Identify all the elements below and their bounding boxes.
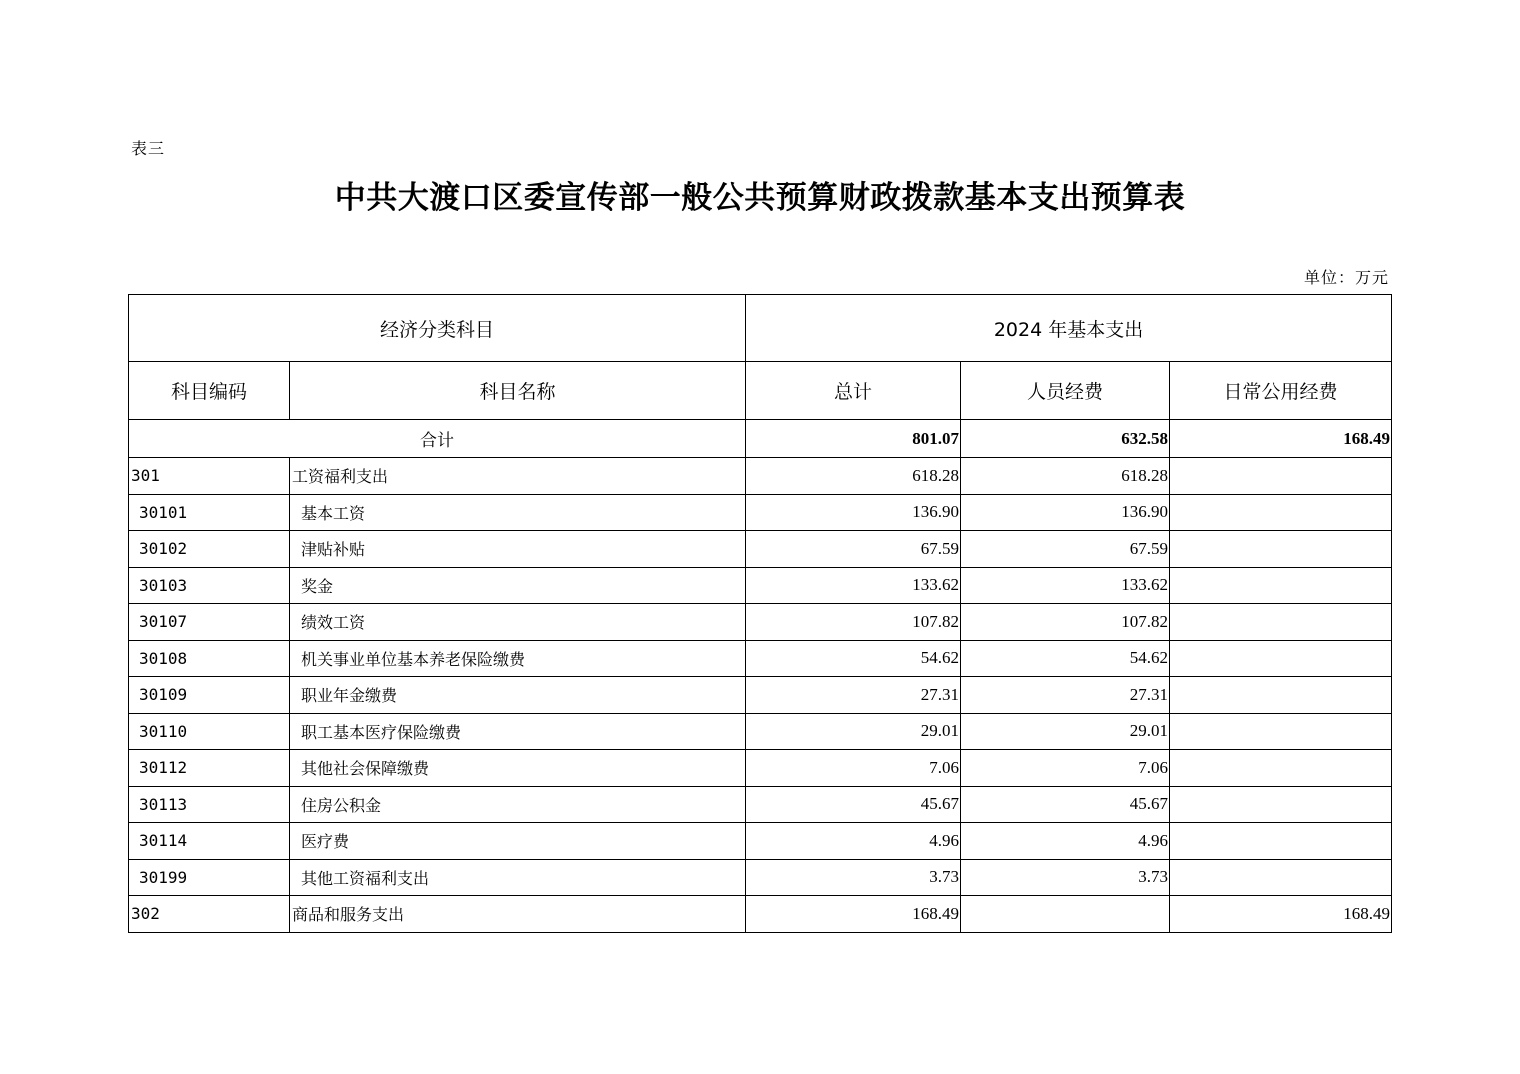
row-code: 30107	[129, 604, 290, 641]
row-public-value	[1170, 531, 1392, 568]
table-row	[129, 604, 1392, 641]
row-total-value: 107.82	[746, 604, 961, 641]
row-name: 职工基本医疗保险缴费	[290, 713, 746, 750]
row-name: 奖金	[290, 567, 746, 604]
row-personnel-value: 3.73	[961, 859, 1170, 896]
header-classification: 经济分类科目	[129, 295, 746, 362]
row-public-value	[1170, 823, 1392, 860]
row-name: 职业年金缴费	[290, 677, 746, 714]
row-total-value: 45.67	[746, 786, 961, 823]
header-public: 日常公用经费	[1170, 362, 1392, 420]
row-total-value: 67.59	[746, 531, 961, 568]
table-row	[129, 786, 1392, 823]
row-total-value: 618.28	[746, 458, 961, 495]
row-personnel-value: 54.62	[961, 640, 1170, 677]
row-name: 绩效工资	[290, 604, 746, 641]
total-public: 168.49	[1170, 420, 1392, 458]
row-code: 30101	[129, 494, 290, 531]
row-code: 30108	[129, 640, 290, 677]
table-row	[129, 567, 1392, 604]
table-row	[129, 896, 1392, 933]
row-code: 30113	[129, 786, 290, 823]
row-public-value	[1170, 458, 1392, 495]
row-name: 工资福利支出	[290, 458, 746, 495]
row-total-value: 136.90	[746, 494, 961, 531]
row-public-value	[1170, 677, 1392, 714]
row-total-value: 7.06	[746, 750, 961, 787]
row-total-value: 29.01	[746, 713, 961, 750]
table-row	[129, 458, 1392, 495]
budget-table	[128, 294, 1392, 933]
column-header-row	[129, 362, 1392, 420]
row-personnel-value: 67.59	[961, 531, 1170, 568]
row-name: 医疗费	[290, 823, 746, 860]
row-total-value: 3.73	[746, 859, 961, 896]
table-row	[129, 494, 1392, 531]
row-name: 其他工资福利支出	[290, 859, 746, 896]
row-total-value: 27.31	[746, 677, 961, 714]
document-title: 中共大渡口区委宣传部一般公共预算财政拨款基本支出预算表	[334, 180, 1186, 216]
row-public-value	[1170, 567, 1392, 604]
row-total-value: 133.62	[746, 567, 961, 604]
row-public-value	[1170, 640, 1392, 677]
row-code: 301	[129, 458, 290, 495]
row-code: 30110	[129, 713, 290, 750]
row-personnel-value: 618.28	[961, 458, 1170, 495]
row-personnel-value: 7.06	[961, 750, 1170, 787]
row-code: 30114	[129, 823, 290, 860]
row-code: 302	[129, 896, 290, 933]
row-personnel-value: 29.01	[961, 713, 1170, 750]
row-name: 津贴补贴	[290, 531, 746, 568]
row-public-value	[1170, 750, 1392, 787]
row-total-value: 54.62	[746, 640, 961, 677]
row-code: 30109	[129, 677, 290, 714]
row-name: 基本工资	[290, 494, 746, 531]
table-row	[129, 823, 1392, 860]
sheet-label: 表三	[131, 139, 166, 158]
total-label: 合计	[129, 420, 746, 458]
unit-label: 单位：万元	[1303, 268, 1389, 287]
total-row	[129, 420, 1392, 458]
row-total-value: 4.96	[746, 823, 961, 860]
row-public-value	[1170, 859, 1392, 896]
row-public-value	[1170, 713, 1392, 750]
group-header-row	[129, 295, 1392, 362]
row-public-value	[1170, 494, 1392, 531]
header-code: 科目编码	[129, 362, 290, 420]
row-personnel-value: 136.90	[961, 494, 1170, 531]
row-personnel-value: 45.67	[961, 786, 1170, 823]
row-personnel-value: 27.31	[961, 677, 1170, 714]
total-personnel: 632.58	[961, 420, 1170, 458]
row-personnel-value: 133.62	[961, 567, 1170, 604]
header-personnel: 人员经费	[961, 362, 1170, 420]
header-basic-expenditure: 2024 年基本支出	[746, 295, 1392, 362]
row-code: 30103	[129, 567, 290, 604]
header-name: 科目名称	[290, 362, 746, 420]
row-code: 30199	[129, 859, 290, 896]
row-personnel-value: 4.96	[961, 823, 1170, 860]
row-total-value: 168.49	[746, 896, 961, 933]
header-total: 总计	[746, 362, 961, 420]
table-row	[129, 750, 1392, 787]
table-row	[129, 640, 1392, 677]
total-sum: 801.07	[746, 420, 961, 458]
row-name: 商品和服务支出	[290, 896, 746, 933]
row-public-value	[1170, 786, 1392, 823]
row-personnel-value	[961, 896, 1170, 933]
table-row	[129, 859, 1392, 896]
row-name: 住房公积金	[290, 786, 746, 823]
row-personnel-value: 107.82	[961, 604, 1170, 641]
row-code: 30102	[129, 531, 290, 568]
row-public-value: 168.49	[1170, 896, 1392, 933]
table-row	[129, 531, 1392, 568]
table-row	[129, 713, 1392, 750]
row-name: 机关事业单位基本养老保险缴费	[290, 640, 746, 677]
row-code: 30112	[129, 750, 290, 787]
table-row	[129, 677, 1392, 714]
row-public-value	[1170, 604, 1392, 641]
row-name: 其他社会保障缴费	[290, 750, 746, 787]
